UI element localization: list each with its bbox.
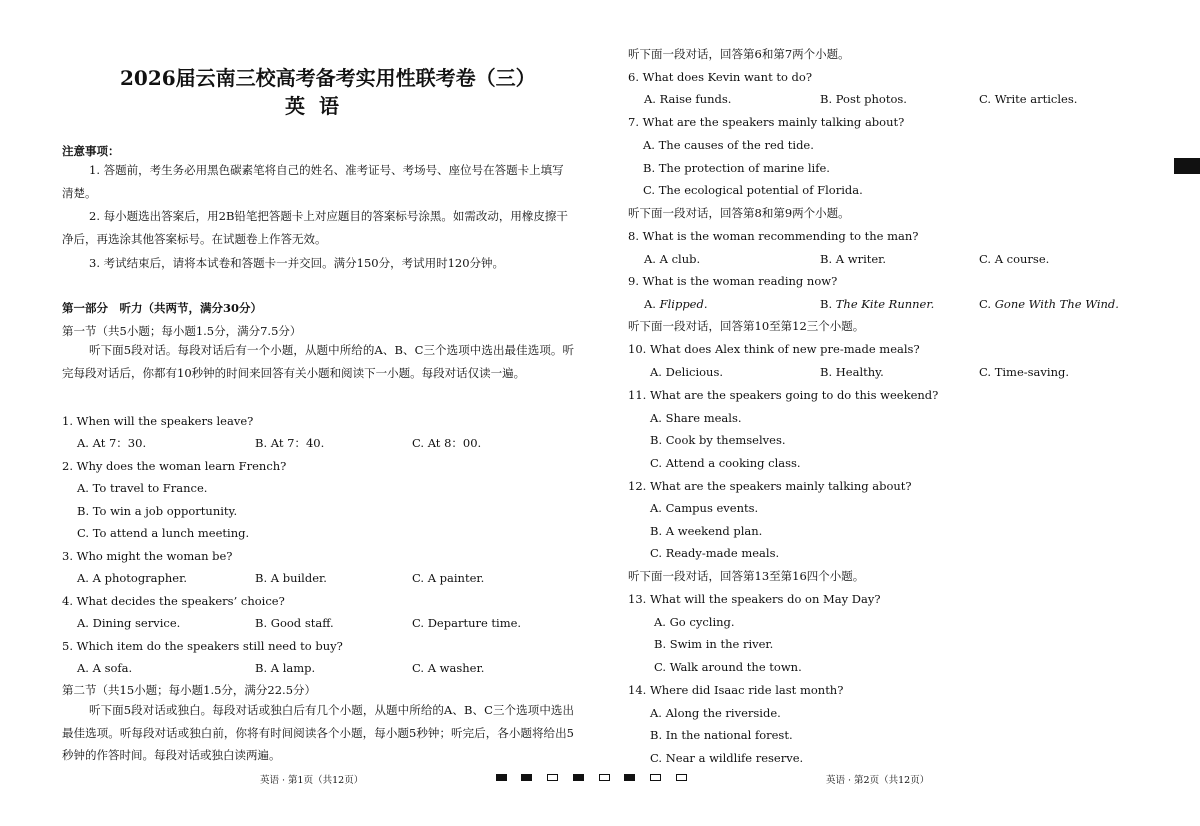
q13-option-b: B. Swim in the river. xyxy=(654,637,774,651)
q4-option-a: A. Dining service. xyxy=(77,616,181,630)
notice-item-1: 1. 答题前，考生务必用黑色碳素笔将自己的姓名、准考证号、考场号、座位号在答题卡上填写清楚。 xyxy=(62,163,564,200)
registration-mark xyxy=(496,774,507,781)
q1-option-b: B. At 7：40. xyxy=(255,436,325,450)
question-4: 4. What decides the speakers’ choice? xyxy=(62,594,285,608)
question-9: 9. What is the woman reading now? xyxy=(628,274,838,288)
question-14: 14. Where did Isaac ride last month? xyxy=(628,683,844,697)
section2-heading: 第二节（共15小题；每小题1.5分，满分22.5分） xyxy=(62,683,317,697)
subject-title: 英语 xyxy=(285,94,353,118)
registration-mark xyxy=(547,774,558,781)
q2-option-a: A. To travel to France. xyxy=(77,481,208,495)
q5-option-b: B. A lamp. xyxy=(255,661,316,675)
q8-option-c: C. A course. xyxy=(979,252,1050,266)
question-10: 10. What does Alex think of new pre-made meals? xyxy=(628,342,920,356)
q9-option-c-letter: C. xyxy=(979,297,995,311)
q13-option-c: C. Walk around the town. xyxy=(654,660,802,674)
q2-option-b: B. To win a job opportunity. xyxy=(77,504,238,518)
q6-option-a: A. Raise funds. xyxy=(644,92,732,106)
registration-mark xyxy=(676,774,687,781)
question-13: 13. What will the speakers do on May Day? xyxy=(628,592,881,606)
notice-item-3: 3. 考试结束后，请将本试卷和答题卡一并交回。满分150分，考试用时120分钟。 xyxy=(89,256,505,270)
q11-option-c: C. Attend a cooking class. xyxy=(650,456,801,470)
question-12: 12. What are the speakers mainly talking about? xyxy=(628,479,912,493)
question-8: 8. What is the woman recommending to the man? xyxy=(628,229,919,243)
exam-title: 2026届云南三校高考备考实用性联考卷（三） xyxy=(120,66,536,90)
q4-option-c: C. Departure time. xyxy=(412,616,522,630)
instruction-13-16: 听下面一段对话，回答第13至第16四个小题。 xyxy=(628,569,865,583)
q13-option-a: A. Go cycling. xyxy=(654,615,735,629)
q10-option-c: C. Time-saving. xyxy=(979,365,1070,379)
question-1: 1. When will the speakers leave? xyxy=(62,414,254,428)
q7-option-c: C. The ecological potential of Florida. xyxy=(643,183,863,197)
q9-option-b xyxy=(820,296,934,312)
q10-option-a: A. Delicious. xyxy=(650,365,724,379)
q9-option-b-letter: B. xyxy=(820,297,836,311)
instruction-8-9: 听下面一段对话，回答第8和第9两个小题。 xyxy=(628,206,850,220)
q6-option-b: B. Post photos. xyxy=(820,92,907,106)
q11-option-a: A. Share meals. xyxy=(650,411,742,425)
registration-mark xyxy=(599,774,610,781)
question-5: 5. Which item do the speakers still need to buy? xyxy=(62,639,343,653)
q9-option-c-title: Gone With The Wind. xyxy=(994,297,1119,311)
q4-option-b: B. Good staff. xyxy=(255,616,334,630)
q9-option-a xyxy=(644,296,708,312)
notice-heading: 注意事项： xyxy=(62,144,120,158)
q9-option-b-title: The Kite Runner. xyxy=(835,297,935,311)
q5-option-a: A. A sofa. xyxy=(77,661,133,675)
q3-option-c: C. A painter. xyxy=(412,571,485,585)
registration-mark xyxy=(521,774,532,781)
q10-option-b: B. Healthy. xyxy=(820,365,884,379)
part1-heading: 第一部分 听力（共两节，满分30分） xyxy=(62,301,263,315)
q1-option-a: A. At 7：30. xyxy=(77,436,147,450)
section2-intro: 听下面5段对话或独白。每段对话或独白后有几个小题，从题中所给的A、B、C三个选项中选出最佳选项。听每段对话或独白前，你将有时间阅读各个小题，每小题5秒钟；听完后，各小题将给出5秒钟的作答时间。每段对话或独白读两遍。 xyxy=(62,703,574,762)
q3-option-a: A. A photographer. xyxy=(77,571,187,585)
q11-option-b: B. Cook by themselves. xyxy=(650,433,786,447)
question-7: 7. What are the speakers mainly talking about? xyxy=(628,115,905,129)
q14-option-c: C. Near a wildlife reserve. xyxy=(650,751,804,765)
page-edge-tab xyxy=(1174,158,1200,174)
question-6: 6. What does Kevin want to do? xyxy=(628,70,812,84)
registration-mark xyxy=(624,774,635,781)
registration-mark xyxy=(650,774,661,781)
q7-option-b: B. The protection of marine life. xyxy=(643,161,830,175)
q5-option-c: C. A washer. xyxy=(412,661,485,675)
q2-option-c: C. To attend a lunch meeting. xyxy=(77,526,250,540)
q12-option-a: A. Campus events. xyxy=(650,501,759,515)
section1-heading: 第一节（共5小题；每小题1.5分，满分7.5分） xyxy=(62,324,302,338)
q7-option-a: A. The causes of the red tide. xyxy=(643,138,814,152)
page-footer-right: 英语 · 第2页（共12页） xyxy=(826,775,930,786)
q9-option-a-letter: A. xyxy=(644,297,660,311)
q14-option-b: B. In the national forest. xyxy=(650,728,793,742)
q1-option-c: C. At 8：00. xyxy=(412,436,482,450)
question-3: 3. Who might the woman be? xyxy=(62,549,233,563)
q14-option-a: A. Along the riverside. xyxy=(650,706,781,720)
instruction-6-7: 听下面一段对话，回答第6和第7两个小题。 xyxy=(628,47,850,61)
q8-option-a: A. A club. xyxy=(644,252,701,266)
question-2: 2. Why does the woman learn French? xyxy=(62,459,287,473)
question-11: 11. What are the speakers going to do this weekend? xyxy=(628,388,939,402)
q12-option-b: B. A weekend plan. xyxy=(650,524,763,538)
registration-mark xyxy=(573,774,584,781)
q8-option-b: B. A writer. xyxy=(820,252,887,266)
q9-option-c xyxy=(979,296,1119,312)
notice-item-2: 2. 每小题选出答案后，用2B铅笔把答题卡上对应题目的答案标号涂黑。如需改动，用橡皮擦干净后，再选涂其他答案标号。在试题卷上作答无效。 xyxy=(62,209,568,246)
section1-intro: 听下面5段对话。每段对话后有一个小题，从题中所给的A、B、C三个选项中选出最佳选项。听完每段对话后，你都有10秒钟的时间来回答有关小题和阅读下一小题。每段对话仅读一遍。 xyxy=(62,343,574,380)
q9-option-a-title: Flipped. xyxy=(659,297,708,311)
instruction-10-12: 听下面一段对话，回答第10至第12三个小题。 xyxy=(628,319,865,333)
q12-option-c: C. Ready-made meals. xyxy=(650,546,780,560)
q3-option-b: B. A builder. xyxy=(255,571,327,585)
page-footer-left: 英语 · 第1页（共12页） xyxy=(260,775,364,786)
q6-option-c: C. Write articles. xyxy=(979,92,1078,106)
